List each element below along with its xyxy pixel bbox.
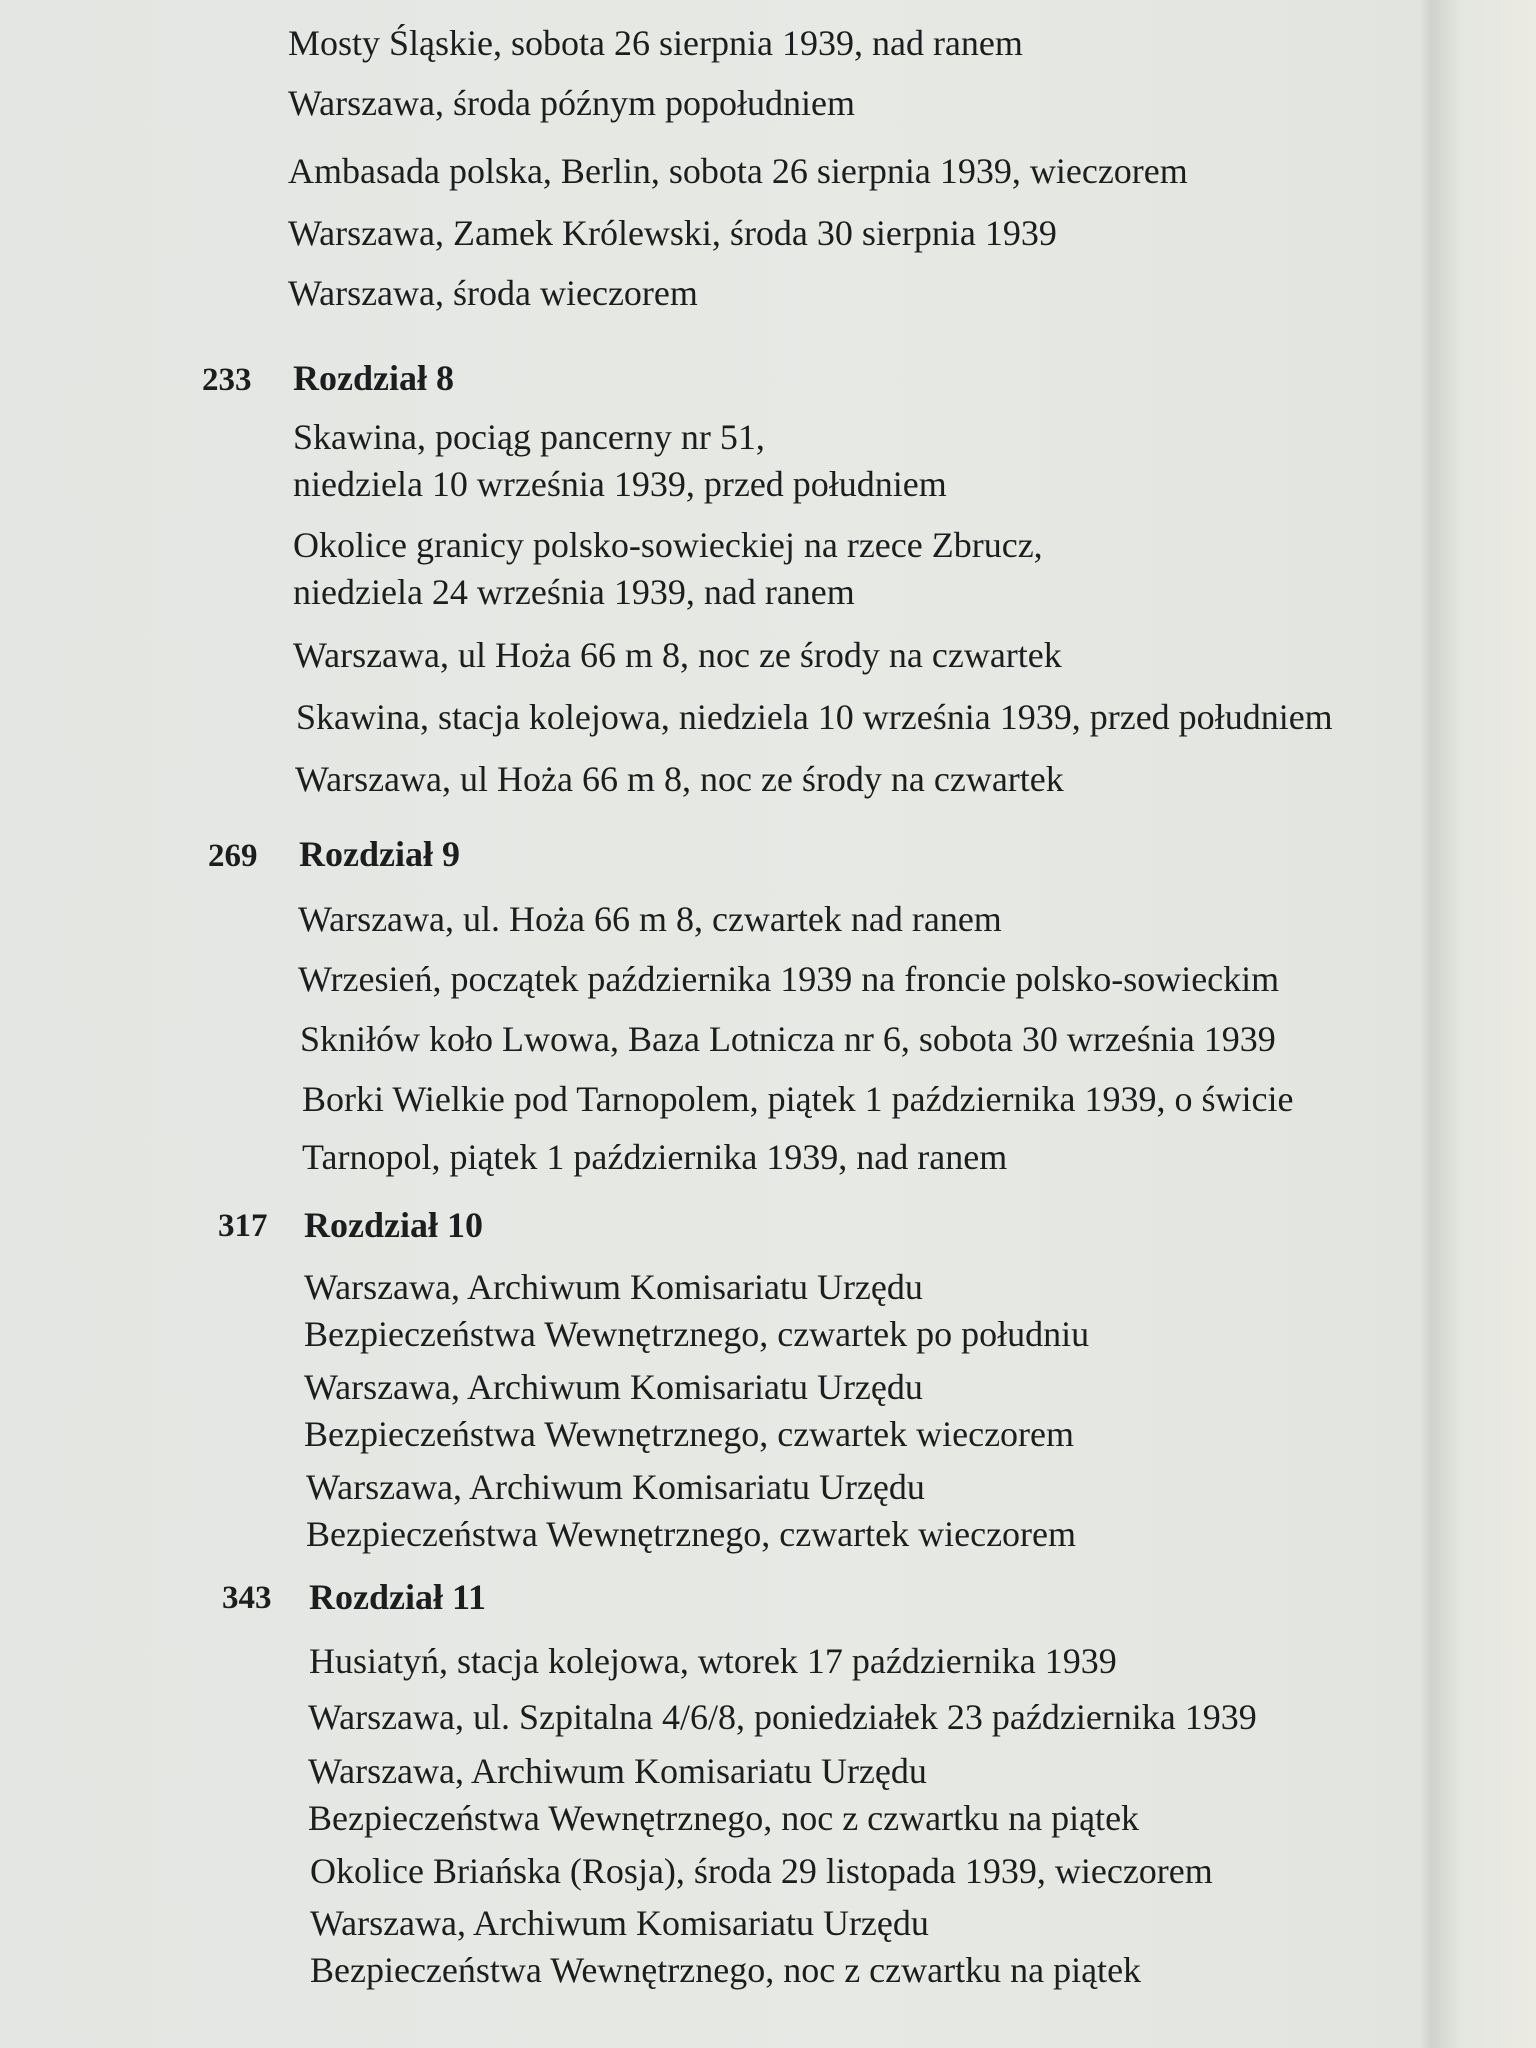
toc-entry: Warszawa, ul. Hoża 66 m 8, czwartek nad ranem [298,899,1002,939]
toc-entry: Warszawa, środa wieczorem [288,273,698,313]
toc-entry: Warszawa, ul Hoża 66 m 8, noc ze środy na czwartek [293,635,1062,675]
toc-entry [293,522,1043,616]
chapter-page-number: 233 [202,362,252,398]
toc-entry: Okolice Briańska (Rosja), środa 29 listopada 1939, wieczorem [310,1851,1213,1891]
toc-entry: Warszawa, ul Hoża 66 m 8, noc ze środy na czwartek [295,759,1064,799]
toc-entry: Ambasada polska, Berlin, sobota 26 sierpnia 1939, wieczorem [288,151,1188,191]
toc-entry-line: Warszawa, Archiwum Komisariatu Urzędu [308,1751,927,1791]
toc-entry-line: Warszawa, Archiwum Komisariatu Urzędu [304,1367,923,1407]
toc-entry: Warszawa, ul. Szpitalna 4/6/8, poniedziałek 23 października 1939 [308,1697,1257,1737]
toc-entry: Warszawa, środa późnym popołudniem [288,83,855,123]
toc-entry [310,1900,1141,1994]
chapter-page-number: 343 [222,1580,272,1616]
chapter-title: Rozdział 8 [293,358,454,398]
toc-entry-line: Bezpieczeństwa Wewnętrznego, czwartek wieczorem [306,1514,1077,1554]
toc-entry-line: Warszawa, Archiwum Komisariatu Urzędu [310,1903,929,1943]
toc-entry-line: Warszawa, Archiwum Komisariatu Urzędu [306,1467,925,1507]
toc-entry: Borki Wielkie pod Tarnopolem, piątek 1 października 1939, o świcie [302,1079,1294,1119]
toc-entry-line: Bezpieczeństwa Wewnętrznego, czwartek po południu [304,1314,1090,1354]
toc-entry-line: Skawina, pociąg pancerny nr 51, [293,417,765,457]
toc-entry-line: Okolice granicy polsko-sowieckiej na rzece Zbrucz, [293,525,1043,565]
toc-entry: Husiatyń, stacja kolejowa, wtorek 17 października 1939 [309,1641,1117,1681]
toc-entry [293,414,947,508]
chapter-title: Rozdział 9 [299,834,460,874]
chapter-title: Rozdział 10 [304,1205,483,1245]
chapter-page-number: 269 [208,838,258,874]
toc-entry: Warszawa, Zamek Królewski, środa 30 sierpnia 1939 [288,213,1057,253]
toc-entry-line: Bezpieczeństwa Wewnętrznego, noc z czwartku na piątek [310,1950,1142,1990]
toc-entry [308,1748,1139,1842]
toc-entry [304,1364,1074,1458]
toc-entry-line: Warszawa, Archiwum Komisariatu Urzędu [304,1267,923,1307]
toc-entry-line: Bezpieczeństwa Wewnętrznego, noc z czwartku na piątek [308,1798,1140,1838]
toc-entry-line: niedziela 24 września 1939, nad ranem [293,572,855,612]
next-page-edge [1430,0,1536,2048]
toc-entry: Tarnopol, piątek 1 października 1939, nad ranem [302,1137,1008,1177]
chapter-page-number: 317 [218,1208,268,1244]
toc-entry: Skniłów koło Lwowa, Baza Lotnicza nr 6, sobota 30 września 1939 [300,1019,1276,1059]
toc-entry: Wrzesień, początek października 1939 na froncie polsko-sowieckim [298,959,1280,999]
toc-entry-line: niedziela 10 września 1939, przed południem [293,464,947,504]
toc-entry: Mosty Śląskie, sobota 26 sierpnia 1939, nad ranem [288,23,1023,63]
chapter-title: Rozdział 11 [309,1577,486,1617]
toc-entry: Skawina, stacja kolejowa, niedziela 10 września 1939, przed południem [296,697,1333,737]
toc-entry-line: Bezpieczeństwa Wewnętrznego, czwartek wieczorem [304,1414,1075,1454]
toc-entry [304,1264,1089,1358]
toc-entry [306,1464,1076,1558]
